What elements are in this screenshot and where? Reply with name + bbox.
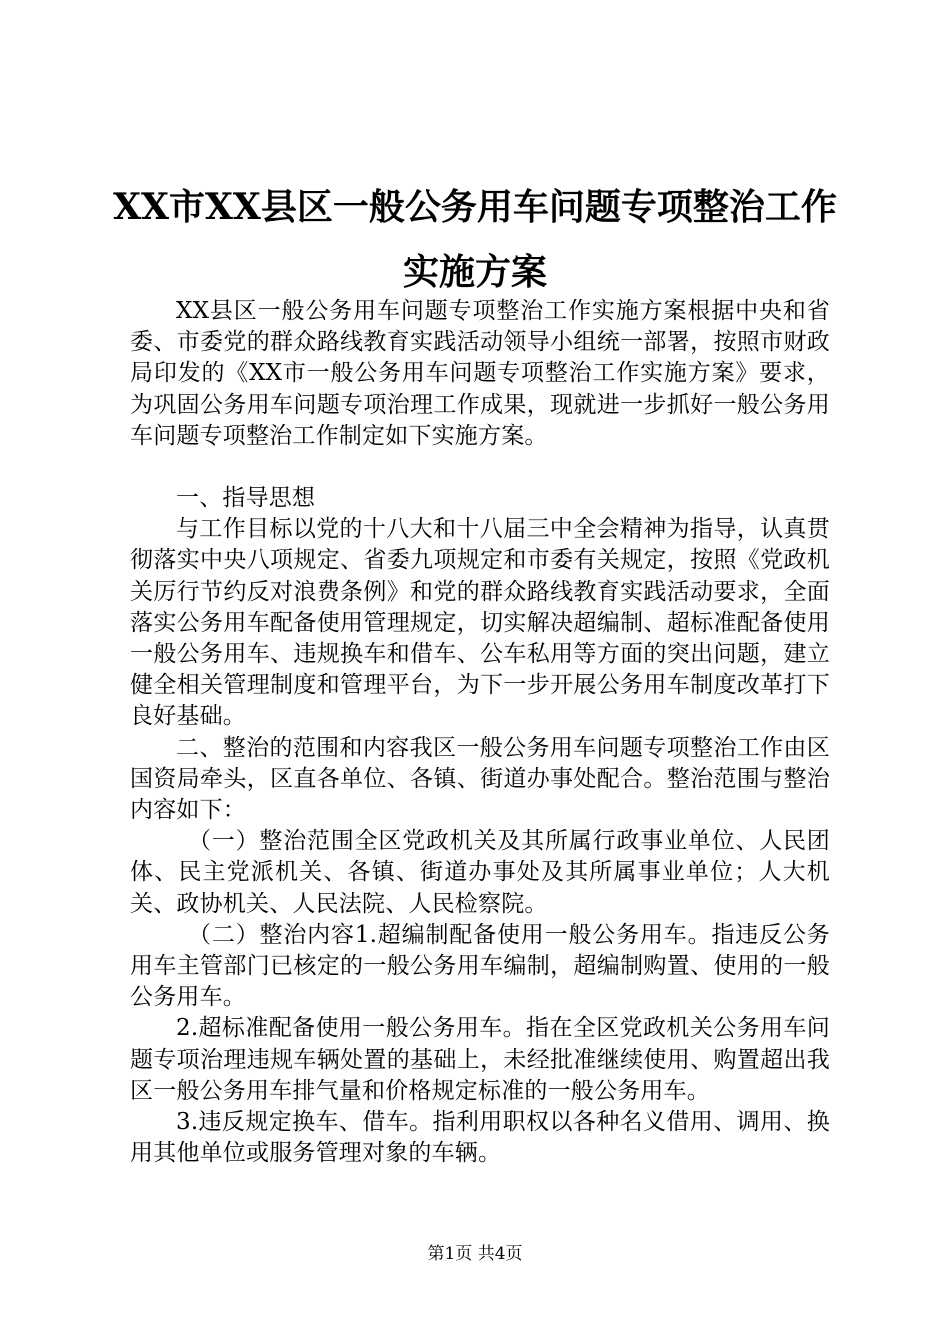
section-heading-guiding-ideology: 一、指导思想 — [176, 485, 316, 512]
paragraph-scope: （一）整治范围全区党政机关及其所属行政事业单位、人民团体、民主党派机关、各镇、街道办事处及其所属事业单位；人大机关、政协机关、人民法院、人民检察院。 — [130, 828, 830, 917]
paragraph-content-item-2: 2.超标准配备使用一般公务用车。指在全区党政机关公务用车问题专项治理违规车辆处置的基础上，未经批准继续使用、购置超出我区一般公务用车排气量和价格规定标准的一般公务用车。 — [130, 1015, 830, 1104]
document-title-line2: 实施方案 — [402, 251, 547, 293]
paragraph-guiding-ideology: 与工作目标以党的十八大和十八届三中全会精神为指导，认真贯彻落实中央八项规定、省委九项规定和市委有关规定，按照《党政机关厉行节约反对浪费条例》和党的群众路线教育实践活动要求，全面落实公务用车配备使用管理规定，切实解决超编制、超标准配备使用一般公务用车、违规换车和借车、公车私用等方面的突出问题，建立健全相关管理制度和管理平台，为下一步开展公务用车制度改革打下良好基础。 — [130, 516, 830, 730]
document-title-line1: XX市XX县区一般公务用车问题专项整治工作 — [113, 186, 837, 228]
document-body — [130, 296, 830, 1169]
intro-paragraph: XX县区一般公务用车问题专项整治工作实施方案根据中央和省委、市委党的群众路线教育实践活动领导小组统一部署，按照市财政局印发的《XX市一般公务用车问题专项整治工作实施方案》要求，为巩固公务用车问题专项治理工作成果，现就进一步抓好一般公务用车问题专项整治工作制定如下实施方案。 — [130, 298, 830, 449]
paragraph-content-item-1: （二）整治内容1.超编制配备使用一般公务用车。指违反公务用车主管部门已核定的一般公务用车编制，超编制购置、使用的一般公务用车。 — [130, 921, 830, 1011]
page-footer: 第1页 共4页 — [427, 1244, 523, 1264]
paragraph-scope-and-content: 二、整治的范围和内容我区一般公务用车问题专项整治工作由区国资局牵头，区直各单位、各镇、街道办事处配合。整治范围与整治内容如下： — [130, 734, 830, 824]
paragraph-content-item-3: 3.违反规定换车、借车。指利用职权以各种名义借用、调用、换用其他单位或服务管理对象的车辆。 — [130, 1109, 830, 1167]
